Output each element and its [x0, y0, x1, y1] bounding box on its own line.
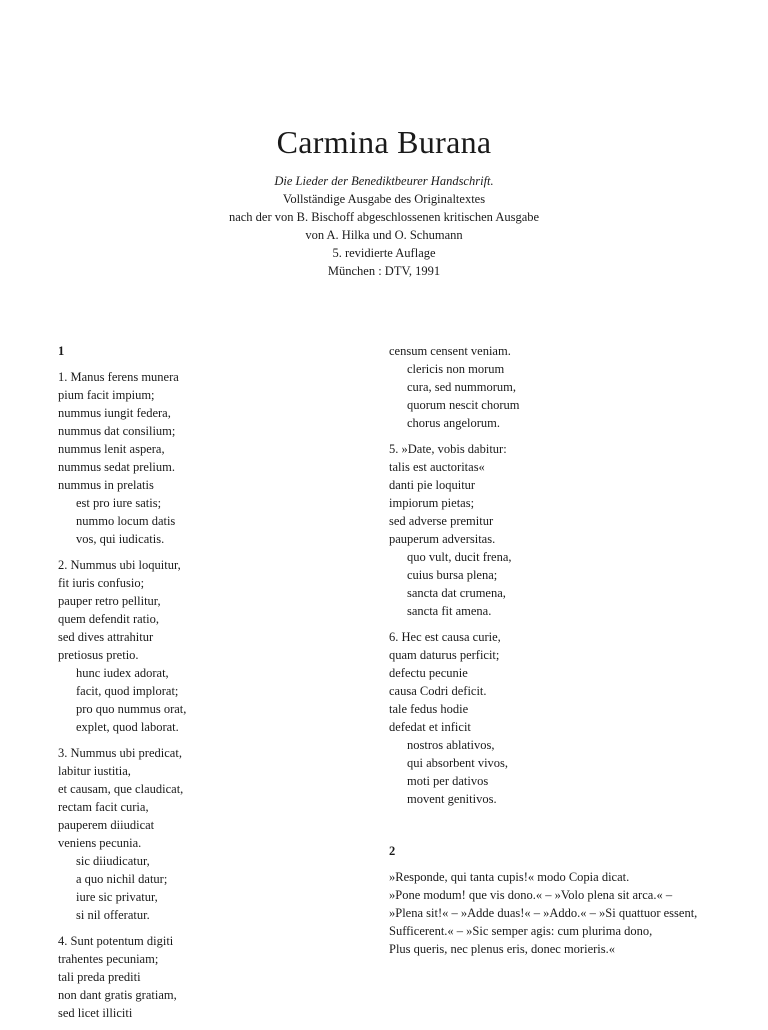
verse-line: 1. Manus ferens munera	[58, 370, 179, 384]
verse-line: 6. Hec est causa curie,	[389, 630, 501, 644]
verse-line: quem defendit ratio,	[58, 612, 160, 626]
verse-line: tali preda prediti	[58, 970, 141, 984]
verse-line: iure sic privatur,	[76, 890, 158, 904]
verse-line: causa Codri deficit.	[389, 684, 487, 698]
verse-line: nummus sedat prelium.	[58, 460, 175, 474]
subtitle-line: Vollständige Ausgabe des Originaltextes	[282, 192, 486, 206]
verse-line: tale fedus hodie	[389, 702, 469, 716]
verse-line: trahentes pecuniam;	[58, 952, 159, 966]
verse-line: cuius bursa plena;	[407, 568, 498, 582]
verse-line: defedat et inficit	[389, 720, 471, 734]
verse-line: sed adverse premitur	[389, 514, 494, 528]
verse-line: nummus dat consilium;	[58, 424, 176, 438]
verse-line: talis est auctoritas«	[389, 460, 485, 474]
verse-line: movent genitivos.	[407, 792, 497, 806]
stanza	[58, 744, 358, 924]
verse-line: est pro iure satis;	[76, 496, 162, 510]
stanza	[389, 440, 729, 620]
verse-line: nummo locum datis	[76, 514, 176, 528]
verse-line: a quo nichil datur;	[76, 872, 168, 886]
verse-line: cura, sed nummorum,	[407, 380, 517, 394]
stanza	[58, 556, 358, 736]
left-column	[58, 342, 358, 1030]
verse-line: impiorum pietas;	[389, 496, 475, 510]
verse-line: rectam facit curia,	[58, 800, 149, 814]
stanza	[58, 932, 358, 1022]
verse-line: nummus iungit federa,	[58, 406, 171, 420]
poem-number: 1	[58, 344, 65, 358]
verse-line: qui absorbent vivos,	[407, 756, 509, 770]
verse-line: sic diiudicatur,	[76, 854, 150, 868]
verse-line: si nil offeratur.	[76, 908, 150, 922]
verse-line: quorum nescit chorum	[407, 398, 520, 412]
stanza	[389, 342, 729, 432]
verse-line: vos, qui iudicatis.	[76, 532, 165, 546]
verse-line: pauper retro pellitur,	[58, 594, 161, 608]
verse-line: moti per dativos	[407, 774, 489, 788]
verse-line: pretiosus pretio.	[58, 648, 139, 662]
verse-line: facit, quod implorat;	[76, 684, 179, 698]
verse-line: sancta dat crumena,	[407, 586, 506, 600]
verse-line: hunc iudex adorat,	[76, 666, 169, 680]
verse-line: »Responde, qui tanta cupis!« modo Copia dicat.	[389, 870, 630, 884]
subtitle-line: München : DTV, 1991	[327, 264, 441, 278]
stanza	[58, 368, 358, 548]
verse-line: chorus angelorum.	[407, 416, 501, 430]
verse-line: 5. »Date, vobis dabitur:	[389, 442, 507, 456]
verse-line: et causam, que claudicat,	[58, 782, 184, 796]
verse-line: pro quo nummus orat,	[76, 702, 187, 716]
verse-line: quam daturus perficit;	[389, 648, 500, 662]
subtitle-line: von A. Hilka und O. Schumann	[305, 228, 463, 242]
verse-line: labitur iustitia,	[58, 764, 131, 778]
verse-line: sed dives attrahitur	[58, 630, 154, 644]
verse-line: censum censent veniam.	[389, 344, 511, 358]
verse-line: defectu pecunie	[389, 666, 468, 680]
verse-line: »Plena sit!« – »Adde duas!« – »Addo.« – »Si quattuor essent,	[389, 906, 698, 920]
verse-line: non dant gratis gratiam,	[58, 988, 177, 1002]
verse-line: 4. Sunt potentum digiti	[58, 934, 174, 948]
document-title: Carmina Burana	[276, 124, 492, 160]
section-gap	[389, 816, 729, 842]
verse-line: sed licet illiciti	[58, 1006, 133, 1020]
verse-line: 3. Nummus ubi predicat,	[58, 746, 182, 760]
verse-line: fit iuris confusio;	[58, 576, 145, 590]
verse-line: pauperem diiudicat	[58, 818, 155, 832]
verse-line: nummus lenit aspera,	[58, 442, 165, 456]
verse-line: nostros ablativos,	[407, 738, 495, 752]
stanza	[389, 628, 729, 808]
verse-line: pauperum adversitas.	[389, 532, 496, 546]
right-column	[389, 342, 729, 966]
verse-line: veniens pecunia.	[58, 836, 142, 850]
verse-line: sancta fit amena.	[407, 604, 492, 618]
verse-line: clericis non morum	[407, 362, 505, 376]
verse-line: pium facit impium;	[58, 388, 155, 402]
document-header	[0, 122, 768, 280]
subtitle-line: 5. revidierte Auflage	[332, 246, 436, 260]
subtitle-line: nach der von B. Bischoff abgeschlossenen kritischen Ausgabe	[228, 210, 540, 224]
subtitle-italic: Die Lieder der Benediktbeurer Handschrift.	[274, 174, 494, 188]
poem-number: 2	[389, 844, 396, 858]
verse-line: quo vult, ducit frena,	[407, 550, 512, 564]
subtitle-line	[0, 172, 768, 190]
verse-line: Plus queris, nec plenus eris, donec morieris.«	[389, 942, 615, 956]
verse-line: danti pie loquitur	[389, 478, 476, 492]
verse-line: nummus in prelatis	[58, 478, 154, 492]
verse-line: »Pone modum! que vis dono.« – »Volo plena sit arca.« –	[389, 888, 673, 902]
verse-line: explet, quod laborat.	[76, 720, 179, 734]
verse-line: Sufficerent.« – »Sic semper agis: cum plurima dono,	[389, 924, 653, 938]
verse-line: 2. Nummus ubi loquitur,	[58, 558, 181, 572]
prose-block	[389, 868, 729, 958]
